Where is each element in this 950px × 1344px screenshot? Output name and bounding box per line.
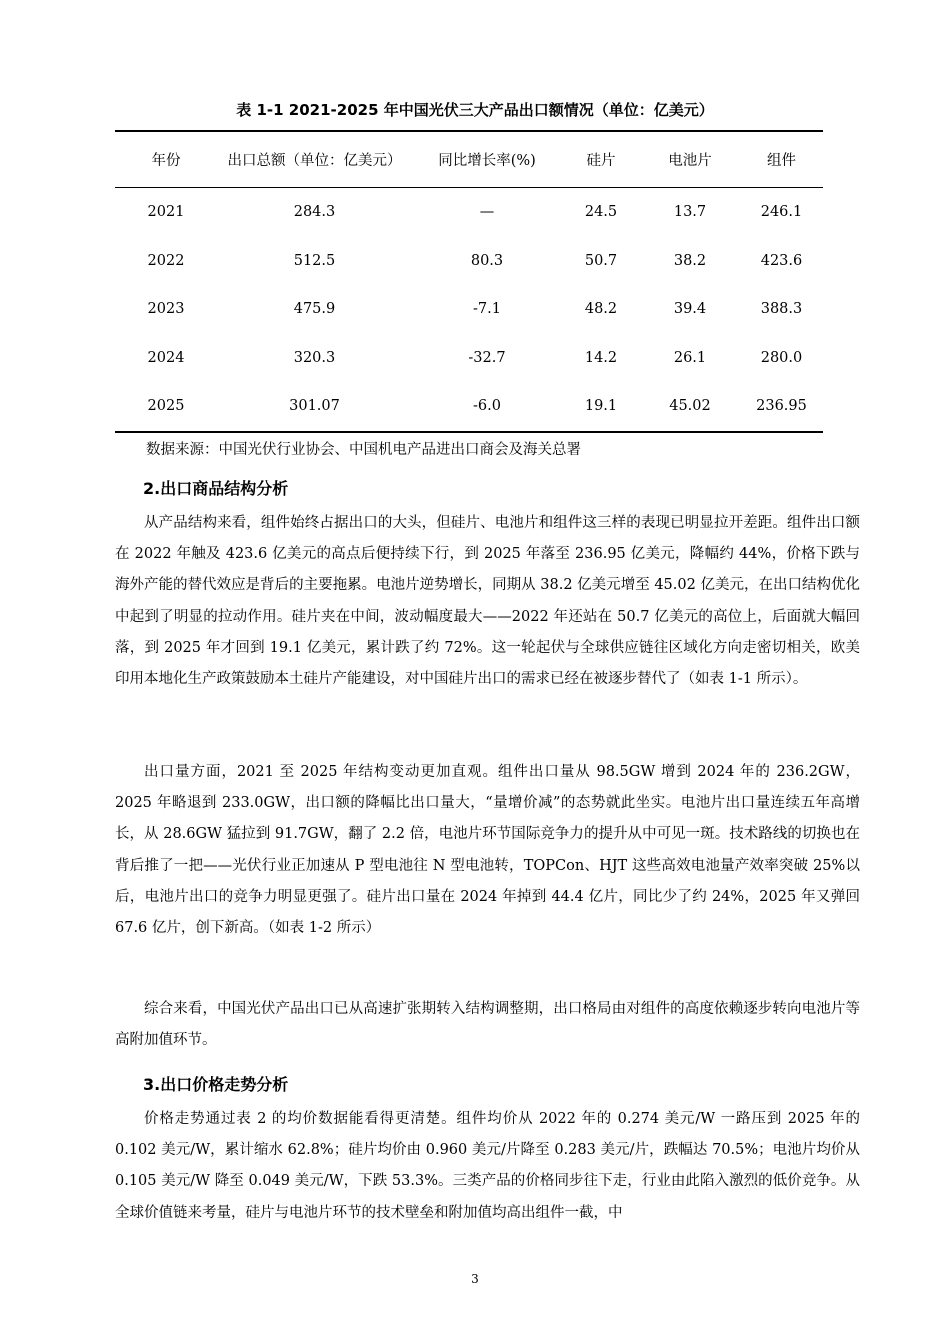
table-cell: 236.95 [740,382,823,432]
table-row [115,334,823,383]
table-cell: 2025 [115,382,217,432]
table-cell: 246.1 [760,204,803,221]
table-cell: -6.0 [412,382,562,432]
table-cell: 26.1 [673,349,707,366]
table-cell: 39.4 [673,301,707,318]
table-cell: 320.3 [293,349,336,366]
table-cell: -7.1 [473,301,501,318]
column-header-module: 组件 [740,131,823,188]
paragraph: 综合来看，中国光伏产品出口已从高速扩张期转入结构调整期，出口格局由对组件的高度依赖逐步转向电池片等高附加值环节。 [115,1001,860,1049]
column-header-year: 年份 [115,131,217,188]
table-source-note: 数据来源：中国光伏行业协会、中国机电产品进出口商会及海关总署 [146,442,581,458]
paragraph: 从产品结构来看，组件始终占据出口的大头，但硅片、电池片和组件这三样的表现已明显拉开差距。组件出口额在 2022 年触及 423.6 亿美元的高点后便持续下行，到 2025 年落至 236.95 亿美元，降幅约 44%，价格下跌与海外产能的替代效应是背后的主要拖累。电池片逆势增长，同期从 38.2 亿美元增至 45.02 亿美元，在出口结构优化中起到了明显的拉动作用。硅片夹在中间，波动幅度最大——2022 年还站在 50.7 亿美元的高位上，后面就大幅回落，到 2025 年才回到 19.1 亿美元，累计跌了约 72%。这一轮起伏与全球供应链往区域化方向走密切相关，欧美印用本地化生产政策鼓励本土硅片产能建设，对中国硅片出口的需求已经在被逐步替代了（如表 1-1 所示）。 [115,515,860,688]
table-cell: 38.2 [673,252,707,269]
table-cell: 45.02 [640,382,740,432]
table-cell: 80.3 [470,252,504,269]
table-header-row [115,131,823,188]
table-caption: 表 1-1 2021-2025 年中国光伏三大产品出口额情况（单位：亿美元） [236,101,714,119]
table-cell: 388.3 [760,301,803,318]
table-cell: 19.1 [562,382,640,432]
table-cell: 2022 [147,252,185,269]
table-cell: 2023 [147,301,185,318]
table-cell: 284.3 [293,204,336,221]
table-cell: — [479,204,495,221]
table-cell: 2024 [147,349,185,366]
table-cell: 24.5 [584,204,618,221]
table-cell: 50.7 [584,252,618,269]
table-row [115,237,823,286]
section-heading-structure: 2.出口商品结构分析 [143,479,289,498]
paragraph: 出口量方面，2021 至 2025 年结构变动更加直观。组件出口量从 98.5GW 增到 2024 年的 236.2GW，2025 年略退到 233.0GW，出口额的降幅比出口量大，“量增价减”的态势就此坐实。电池片出口量连续五年高增长，从 28.6GW 猛拉到 91.7GW，翻了 2.2 倍，电池片环节国际竞争力的提升从中可见一斑。技术路线的切换也在背后推了一把——光伏行业正加速从 P 型电池往 N 型电池转，TOPCon、HJT 这些高效电池量产效率突破 25%以后，电池片出口的竞争力明显更强了。硅片出口量在 2024 年掉到 44.4 亿片，同比少了约 24%，2025 年又弹回 67.6 亿片，创下新高。（如表 1-2 所示） [115,764,860,937]
table-cell: 14.2 [584,349,618,366]
section-heading-price: 3.出口价格走势分析 [143,1075,289,1094]
table-cell: -32.7 [468,349,506,366]
table-row [115,188,823,237]
table-cell: 475.9 [293,301,336,318]
table-cell: 2021 [147,204,185,221]
table-cell: 13.7 [673,204,707,221]
table-cell: 48.2 [584,301,618,318]
table-cell: 280.0 [760,349,803,366]
column-header-cell: 电池片 [640,131,740,188]
page-number: 3 [471,1272,479,1286]
paragraph: 价格走势通过表 2 的均价数据能看得更清楚。组件均价从 2022 年的 0.274 美元/W 一路压到 2025 年的 0.102 美元/W，累计缩水 62.8%；硅片均价由 0.960 美元/片降至 0.283 美元/片，跌幅达 70.5%；电池片均价从 0.105 美元/W 降至 0.049 美元/W，下跌 53.3%。三类产品的价格同步往下走，行业由此陷入激烈的低价竞争。从全球价值链来考量，硅片与电池片环节的技术壁垒和附加值均高出组件一截，中 [115,1111,860,1221]
table-cell: 301.07 [217,382,412,432]
table-row [115,285,823,334]
column-header-growth: 同比增长率(%) [412,131,562,188]
table-cell: 423.6 [760,252,803,269]
table-cell: 512.5 [293,252,336,269]
table-row [115,382,823,432]
column-header-wafer: 硅片 [562,131,640,188]
column-header-total: 出口总额（单位：亿美元） [217,131,412,188]
export-value-table [115,130,823,433]
